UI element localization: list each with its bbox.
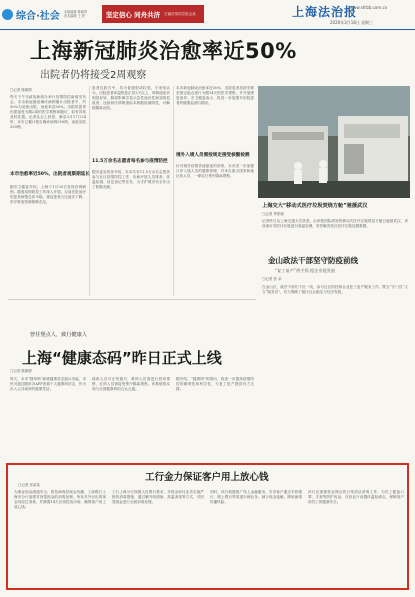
lead-column-2: 患者住院当中，均为普通型或轻型。专家组认为，出院患者体温恢复正常3天以上，呼吸道症状明显好转，肺部影像学显示急性渗出性病变明显改善，连续两次呼吸道标本核酸检测阴性，可解除隔离出院。 [92,86,170,110]
lead-headline: 上海新冠肺炎治愈率近50% [30,39,297,63]
middle-column-2: 绿码人员可正常通行，黄码人员需进行居家观察，红码人员需接受集中隔离观察。该系统将实现与全国健康码的互认互通。 [92,377,170,391]
lead-subheading-b: 11.5万余名志愿者每名参与疫情防控 [92,159,168,164]
designer-line: 美术编辑 王 彬 [63,14,85,18]
banner-main: 坚定信心 同舟共济 [105,10,161,19]
second-story-text: 在金山区，政法干部们下沉一线，参与社区防控和企业复工复产服务工作，既当“守门员”又当“服务员”，有力保障了辖区社会稳定与经济发展。 [262,285,408,294]
paper-url: www.shfzb.com.cn [350,5,388,10]
masthead [0,0,415,30]
feature-column-3: 同时，该行积极推广线上金融服务，引导客户通过手机银行、网上银行等渠道办理业务，减少现金接触，降低病毒传播风险。 [210,490,302,504]
news-photo [258,86,410,198]
masthead-left [2,2,282,26]
section-rule [8,299,256,300]
middle-byline: □记者 陈颖婷 [10,369,32,373]
middle-kicker: 曾任堡点人，致行健康人 [30,332,88,338]
middle-column-3: 据介绍，“健康码”的推出，将进一步提高疫情防控的精准性和科学性，为复工复产提供有力支撑。 [176,377,254,391]
second-byline: □记者 张 卓 [262,277,282,281]
lead-subhead: 出院者仍将接受2周观察 [40,70,147,81]
section-logo-icon [2,9,13,20]
masthead-rule [0,29,415,30]
column-divider [89,86,90,296]
campaign-banner [102,5,204,23]
lead-column-1b: 据市卫健委介绍，上海于1月20日发现首例病例。随着疫情防控工作深入开展，目前在院治疗的患者病情总体平稳，重症患者占比逐步下降，医疗救治资源保障充足。 [10,185,86,204]
second-subhead: “复工复产”两手抓 稳企业促发展 [275,268,336,273]
middle-headline: 上海“健康态码”昨日正式上线 [22,349,222,367]
editor-line: 本版编辑 陈颖婷 [63,10,88,14]
photo-byline: □记者 季张颖 [262,212,284,216]
lead-column-2b: 据市委宣传部介绍，本市共有11.5万余名志愿者参与社区疫情防控工作，协助开展人员排查、体温检测、信息登记等任务，为守护城市安全作出了积极贡献。 [92,170,170,189]
feature-headline: 工行金力保证客户用上放心钱 [145,472,269,483]
editor-credits [64,10,100,18]
feature-column-2: 工行上海分行按照人民银行要求，对现金收付业务实施严格的消毒措施，通过紫外线照射、高温消毒等方式，对回笼现金进行全面消毒处理。 [112,490,204,504]
lead-byline: □记者 陈颖婷 [10,88,32,92]
feature-column-4: 该行还加强营业网点的日常清洁消毒工作，为员工配备口罩、手套等防护用品，在营业厅设置体温检测点，保障客户和员工的健康安全。 [308,490,404,504]
feature-column-1: 为保证现金流通安全，防控病毒经现金传播，工商银行上海市分行加强对回笼现金的消毒处理，所有对外付出的现金均经过消毒，并静置14天后再投放市场，确保客户用上放心钱。 [14,490,106,509]
lead-subheading-a: 本市治愈率近50%，出院者观察期延长 [10,172,90,177]
middle-column-1: 昨天，本市“随申码”新增健康状态展示功能，市民可通过随申办APP查看个人健康码状态，作为出入公共场所的健康凭证。 [10,377,86,391]
lead-column-3: 本市新冠肺炎治愈率近50%，出院患者将被安排至指定地点进行为期14天的医学观察，并开展康复指导。市卫健委表示，将进一步加强对出院患者的健康监测与随访。 [176,86,254,105]
photo-story-text: 记者昨日从上海交通大学获悉，由该校团队研发的移动式医疗垃圾焚烧方舱已驰援武汉，该设备可对医疗垃圾进行高温处理，有效解决疫区医疗垃圾处置难题。 [262,219,408,228]
lead-column-1: 昨天下午市政府新闻办举行疫情防控新闻发布会。本市新冠肺炎确诊病例累计出院者中，约50%为治愈出院，治愈率近50%。出院的患者仍需接受为期2周的医学观察和随访，如有异常及时处置。记者从会上获悉，截至3月17日24时，本市已累计报告确诊病例350例，治愈出院320例。 [10,95,86,129]
banner-sub: 打赢疫情防控阻击战 [164,11,196,16]
photo-caption: 上海交大“移动式医疗垃圾焚烧方舱”驰援武汉 [262,203,368,209]
lead-subheading-c: 境外入境人员需按规定接受核酸检测 [176,153,250,158]
issue-date: 2020年3月18日 星期三 [330,20,374,25]
feature-byline: □记者 宋某某 [18,483,40,487]
second-headline: 金山政法干部坚守防疫前线 [268,256,358,265]
paper-name: 上海法治报 [292,5,358,19]
lead-column-3b: 针对境外疫情快速蔓延的形势，本市进一步加强口岸入境人员的健康管理，对来自重点国家和地区的人员，一律实行集中隔离观察。 [176,164,254,178]
section-name: 综合·社会 [16,10,60,22]
column-divider [173,86,174,296]
